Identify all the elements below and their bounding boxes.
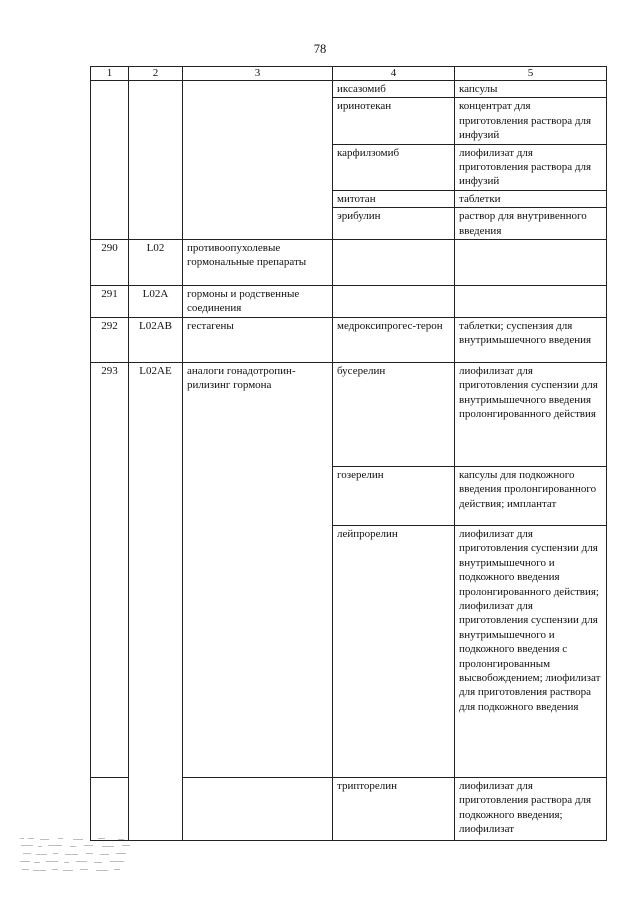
drug-name-cell: медроксипрогес-терон <box>333 317 455 362</box>
drug-name-cell: трипторелин <box>333 777 455 840</box>
num-cell: 292 <box>91 317 129 362</box>
drug-name-cell <box>333 240 455 286</box>
num-cell <box>91 777 129 840</box>
drug-name-cell: карфилзомиб <box>333 144 455 190</box>
code-cell: L02 <box>129 240 183 286</box>
num-cell: 293 <box>91 362 129 777</box>
group-cell <box>183 81 333 240</box>
table-row <box>91 286 607 318</box>
column-header: 1 <box>91 67 129 81</box>
num-cell: 291 <box>91 286 129 318</box>
dosage-form-cell: раствор для внутривенного введения <box>455 208 607 240</box>
drug-name-cell: гозерелин <box>333 466 455 525</box>
dosage-form-cell: таблетки <box>455 190 607 207</box>
group-cell: аналоги гонадотропин-рилизинг гормона <box>183 362 333 777</box>
code-cell: L02A <box>129 286 183 318</box>
dosage-form-cell: лиофилизат для приготовления раствора для подкожного введения; лиофилизат <box>455 777 607 840</box>
drug-name-cell: бусерелин <box>333 362 455 466</box>
drug-name-cell: митотан <box>333 190 455 207</box>
drug-name-cell: лейпрорелин <box>333 525 455 777</box>
drug-name-cell: иксазомиб <box>333 81 455 98</box>
column-header: 2 <box>129 67 183 81</box>
column-header: 3 <box>183 67 333 81</box>
group-cell: гормоны и родственные соединения <box>183 286 333 318</box>
num-cell <box>91 81 129 240</box>
code-cell: L02AE <box>129 362 183 840</box>
column-header: 5 <box>455 67 607 81</box>
code-cell <box>129 81 183 240</box>
dosage-form-cell: лиофилизат для приготовления суспензии для внутримышечного и подкожного введения пролонгированного действия; лиофилизат для приготовления суспензии для внутримышечного и подкожного введения с пролонгированным высвобождением; лиофилизат для приготовления раствора для подкожного введения <box>455 525 607 777</box>
dosage-form-cell: лиофилизат для приготовления раствора для инфузий <box>455 144 607 190</box>
table-row <box>91 240 607 286</box>
dosage-form-cell: таблетки; суспензия для внутримышечного введения <box>455 317 607 362</box>
group-cell <box>183 777 333 840</box>
group-cell: противоопухолевые гормональные препараты <box>183 240 333 286</box>
drug-name-cell: эрибулин <box>333 208 455 240</box>
dosage-form-cell: концентрат для приготовления раствора для инфузий <box>455 98 607 144</box>
drug-name-cell <box>333 286 455 318</box>
table-header-row <box>91 67 607 81</box>
drug-name-cell: иринотекан <box>333 98 455 144</box>
dosage-form-cell <box>455 240 607 286</box>
group-cell: гестагены <box>183 317 333 362</box>
table-row <box>91 317 607 362</box>
dosage-form-cell: лиофилизат для приготовления суспензии для внутримышечного введения пролонгированного действия <box>455 362 607 466</box>
page-number: 78 <box>313 42 327 56</box>
code-cell: L02AB <box>129 317 183 362</box>
drug-table <box>90 66 607 841</box>
dosage-form-cell: капсулы для подкожного введения пролонгированного действия; имплантат <box>455 466 607 525</box>
table-row <box>91 81 607 98</box>
table-row <box>91 362 607 466</box>
dosage-form-cell: капсулы <box>455 81 607 98</box>
scan-stamp-artifact <box>18 836 134 876</box>
num-cell: 290 <box>91 240 129 286</box>
column-header: 4 <box>333 67 455 81</box>
dosage-form-cell <box>455 286 607 318</box>
